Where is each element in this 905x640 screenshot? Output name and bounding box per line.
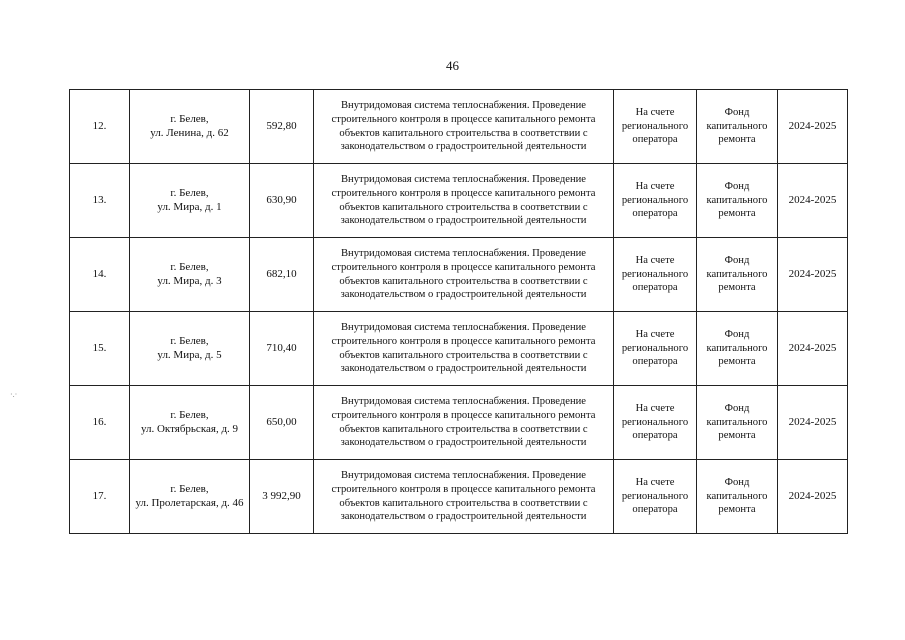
funding-source-cell: Фонд капитального ремонта	[697, 164, 778, 238]
period-cell: 2024-2025	[778, 460, 848, 534]
row-number: 17.	[70, 460, 130, 534]
period-cell: 2024-2025	[778, 164, 848, 238]
table-body	[70, 90, 848, 534]
period-cell: 2024-2025	[778, 238, 848, 312]
row-number: 13.	[70, 164, 130, 238]
funding-source-cell: Фонд капитального ремонта	[697, 90, 778, 164]
area-cell: 650,00	[250, 386, 314, 460]
area-cell: 682,10	[250, 238, 314, 312]
address-city: г. Белев,	[170, 112, 209, 125]
account-cell: На счете регионального оператора	[614, 460, 697, 534]
address-street: ул. Октябрьская, д. 9	[140, 422, 239, 435]
area-cell: 592,80	[250, 90, 314, 164]
funding-source-cell: Фонд капитального ремонта	[697, 386, 778, 460]
address-cell	[130, 238, 250, 312]
address-cell	[130, 164, 250, 238]
row-number: 12.	[70, 90, 130, 164]
work-description-cell: Внутридомовая система теплоснабжения. Проведение строительного контроля в процессе капитального ремонта объектов капитального строительства в соответствии с законодательством о градостроительной деятельности	[314, 386, 614, 460]
funding-source-cell: Фонд капитального ремонта	[697, 312, 778, 386]
address-city: г. Белев,	[170, 482, 209, 495]
address-city: г. Белев,	[170, 408, 209, 421]
address-city: г. Белев,	[170, 186, 209, 199]
table-row	[70, 460, 848, 534]
row-number: 14.	[70, 238, 130, 312]
address-street: ул. Мира, д. 3	[157, 274, 222, 287]
address-city: г. Белев,	[170, 260, 209, 273]
address-cell	[130, 386, 250, 460]
account-cell: На счете регионального оператора	[614, 386, 697, 460]
funding-source-cell: Фонд капитального ремонта	[697, 460, 778, 534]
address-cell	[130, 312, 250, 386]
page-number: 46	[446, 58, 459, 73]
address-street: ул. Мира, д. 5	[157, 348, 222, 361]
area-cell: 3 992,90	[250, 460, 314, 534]
work-description-cell: Внутридомовая система теплоснабжения. Проведение строительного контроля в процессе капитального ремонта объектов капитального строительства в соответствии с законодательством о градостроительной деятельности	[314, 164, 614, 238]
area-cell: 630,90	[250, 164, 314, 238]
area-cell: 710,40	[250, 312, 314, 386]
address-street: ул. Ленина, д. 62	[150, 126, 229, 139]
work-description-cell: Внутридомовая система теплоснабжения. Проведение строительного контроля в процессе капитального ремонта объектов капитального строительства в соответствии с законодательством о градостроительной деятельности	[314, 90, 614, 164]
account-cell: На счете регионального оператора	[614, 164, 697, 238]
table-row	[70, 312, 848, 386]
address-street: ул. Пролетарская, д. 46	[135, 496, 244, 509]
account-cell: На счете регионального оператора	[614, 90, 697, 164]
address-street: ул. Мира, д. 1	[157, 200, 222, 213]
address-city: г. Белев,	[170, 334, 209, 347]
works-table	[69, 89, 848, 534]
work-description-cell: Внутридомовая система теплоснабжения. Проведение строительного контроля в процессе капитального ремонта объектов капитального строительства в соответствии с законодательством о градостроительной деятельности	[314, 460, 614, 534]
account-cell: На счете регионального оператора	[614, 312, 697, 386]
period-cell: 2024-2025	[778, 312, 848, 386]
address-cell	[130, 90, 250, 164]
work-description-cell: Внутридомовая система теплоснабжения. Проведение строительного контроля в процессе капитального ремонта объектов капитального строительства в соответствии с законодательством о градостроительной деятельности	[314, 312, 614, 386]
scan-artifact: ·.·	[10, 390, 18, 399]
account-cell: На счете регионального оператора	[614, 238, 697, 312]
row-number: 16.	[70, 386, 130, 460]
funding-source-cell: Фонд капитального ремонта	[697, 238, 778, 312]
table-row	[70, 90, 848, 164]
address-cell	[130, 460, 250, 534]
table-row	[70, 164, 848, 238]
work-description-cell: Внутридомовая система теплоснабжения. Проведение строительного контроля в процессе капитального ремонта объектов капитального строительства в соответствии с законодательством о градостроительной деятельности	[314, 238, 614, 312]
table-row	[70, 238, 848, 312]
period-cell: 2024-2025	[778, 386, 848, 460]
row-number: 15.	[70, 312, 130, 386]
table-row	[70, 386, 848, 460]
period-cell: 2024-2025	[778, 90, 848, 164]
